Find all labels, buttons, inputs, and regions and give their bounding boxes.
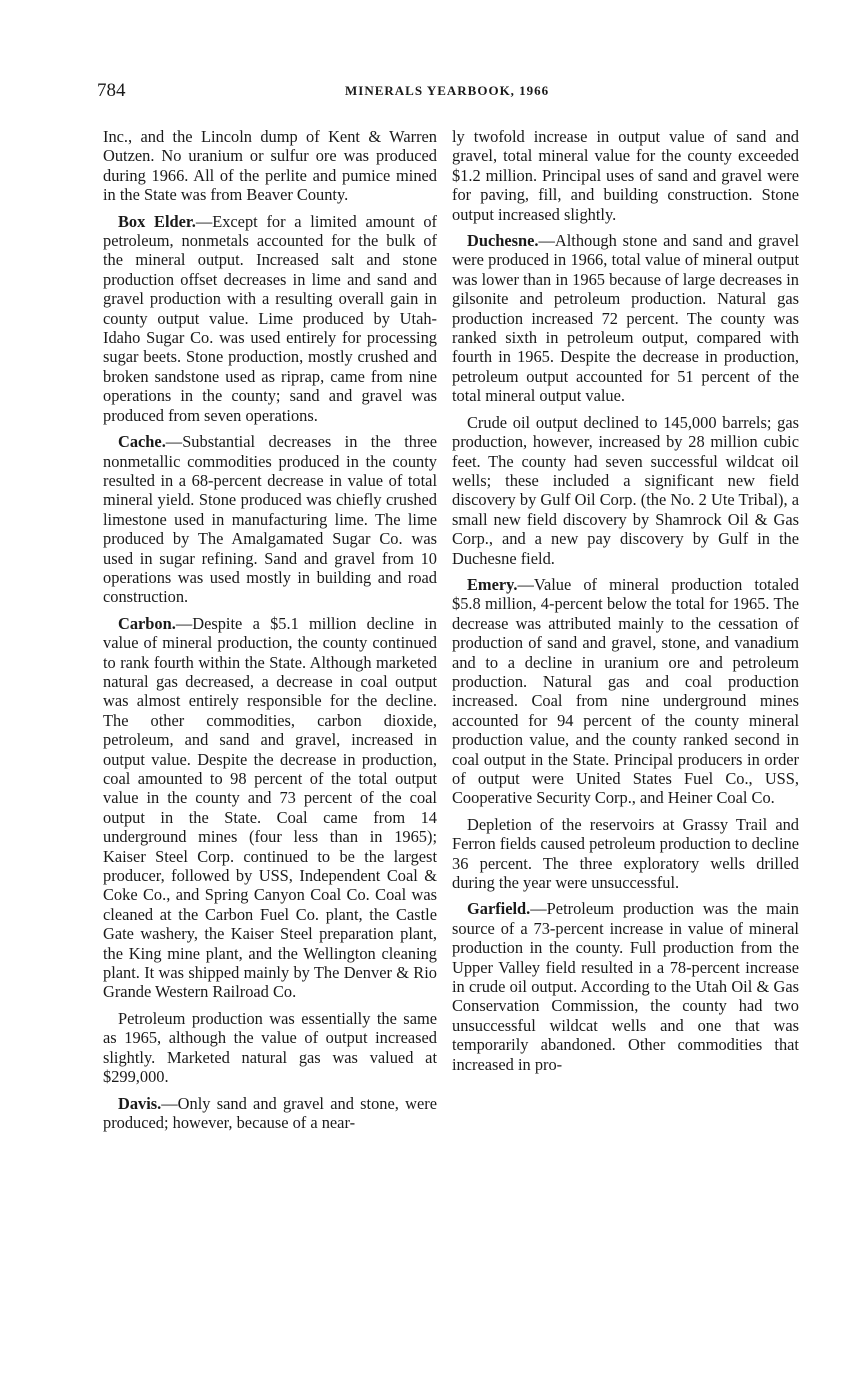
paragraph-text: —Petroleum production was the main source of a 73-percent increase in value of mineral production in the county. Full production from the Upper Valley field resulted in a 78-percent increase in crude oil output. According to the Utah Oil & Gas Conservation Commission, the county had two unsuccessful wildcat wells and one that was temporarily abandoned. Other commodities that increased in pro-: [452, 899, 799, 1074]
paragraph-text: —Despite a $5.1 million decline in value of mineral production, the county continued to rank fourth within the State. Although marketed natural gas decreased, a decrease in coal output was almost entirely responsible for the decline. The other commodities, carbon dioxide, petroleum, and sand and gravel, increased in output value. Despite the decrease in production, coal amounted to 98 percent of the total output value in the county and 73 percent of the coal output in the State. Coal came from 14 underground mines (four less than in 1965); Kaiser Steel Corp. continued to be the largest producer, followed by USS, Independent Coal & Coke Co., and Spring Canyon Coal Co. Coal was cleaned at the Carbon Fuel Co. plant, the Castle Gate washery, the Kaiser Steel preparation plant, the King mine plant, and the Wellington cleaning plant. It was shipped mainly by The Denver & Rio Grande Western Railroad Co.: [103, 613, 437, 1002]
paragraph-davis: [103, 1094, 437, 1133]
paragraph-beaver-continued: Inc., and the Lincoln dump of Kent & Warren Outzen. No uranium or sulfur ore was produced during 1966. All of the perlite and pumice mined in the State was from Beaver County.: [103, 127, 437, 205]
county-heading-duchesne: Duchesne.: [467, 231, 539, 251]
paragraph-emery-depletion: Depletion of the reservoirs at Grassy Trail and Ferron fields caused petroleum production to decline 36 percent. The three exploratory wells drilled during the year were unsuccessful.: [452, 814, 799, 893]
paragraph-box-elder: [103, 212, 437, 425]
paragraph-duchesne-crude-oil: Crude oil output declined to 145,000 barrels; gas production, however, increased by 28 million cubic feet. The county had seven successful wildcat oil wells; these included a significant new field discovery by Gulf Oil Corp. (the No. 2 Ute Tribal), a small new field discovery by Shamrock Oil & Gas Corp., and a new pay discovery by Gulf in the Duchesne field.: [452, 412, 799, 568]
paragraph-text: —Except for a limited amount of petroleum, nonmetals accounted for the bulk of the mineral output. Increased salt and stone production offset decreases in lime and sand and gravel production with a resulting overall gain in county output value. Lime produced by Utah-Idaho Sugar Co. was used entirely for processing sugar beets. Stone production, mostly crushed and broken sandstone used as riprap, came from nine operations in the county; sand and gravel was produced from seven operations.: [103, 211, 438, 425]
paragraph-carbon-petroleum: Petroleum production was essentially the same as 1965, although the value of output increased slightly. Marketed natural gas was valued at $299,000.: [103, 1008, 437, 1087]
paragraph-duchesne: [452, 231, 799, 406]
paragraph-garfield: [452, 899, 799, 1074]
county-heading-cache: Cache.: [118, 432, 166, 452]
county-heading-carbon: Carbon.: [118, 613, 176, 633]
paragraph-text: —Value of mineral production totaled $5.8 million, 4-percent below the total for 1965. The decrease was attributed mainly to the cessation of production of sand and gravel, stone, and vanadium and to a decline in uranium ore and petroleum production. Natural gas and coal production increased. Coal from nine underground mines accounted for 94 percent of the county mineral production value, and the county ranked second in coal output in the State. Principal producers in order of output were United States Fuel Co., USS, Cooperative Security Corp., and Heiner Coal Co.: [452, 574, 799, 808]
paragraph-text: —Substantial decreases in the three nonmetallic commodities produced in the county resulted in a 68-percent decrease in value of total mineral yield. Stone produced was chiefly crushed limestone used in manufacturing lime. The lime produced by The Amalgamated Sugar Co. was used in sugar refining. Sand and gravel from 10 operations was used mostly in building and road construction.: [103, 432, 437, 607]
running-title: MINERALS YEARBOOK, 1966: [345, 83, 550, 98]
page-number: 784: [97, 80, 126, 101]
county-heading-emery: Emery.: [467, 574, 518, 594]
paragraph-text: —Although stone and sand and gravel were produced in 1966, total value of mineral output was lower than in 1965 because of large decreases in gilsonite and petroleum production. Natural gas production increased 72 percent. The county was ranked sixth in petroleum output, compared with fourth in 1965. Despite the decrease in production, petroleum output accounted for 51 percent of the total mineral output value.: [452, 231, 799, 406]
left-column: [103, 127, 437, 1139]
right-column: [452, 127, 799, 1081]
county-heading-box-elder: Box Elder.: [118, 211, 196, 231]
county-heading-garfield: Garfield.: [467, 899, 531, 919]
paragraph-text: —Only sand and gravel and stone, were produced; however, because of a near-: [103, 1093, 437, 1132]
paragraph-cache: [103, 432, 437, 607]
paragraph-emery: [452, 575, 799, 808]
paragraph-davis-continued: ly twofold increase in output value of sand and gravel, total mineral value for the county exceeded $1.2 million. Principal uses of sand and gravel were for paving, fill, and building construction. Stone output increased slightly.: [452, 127, 799, 224]
county-heading-davis: Davis.: [118, 1093, 162, 1113]
paragraph-carbon: [103, 614, 437, 1002]
